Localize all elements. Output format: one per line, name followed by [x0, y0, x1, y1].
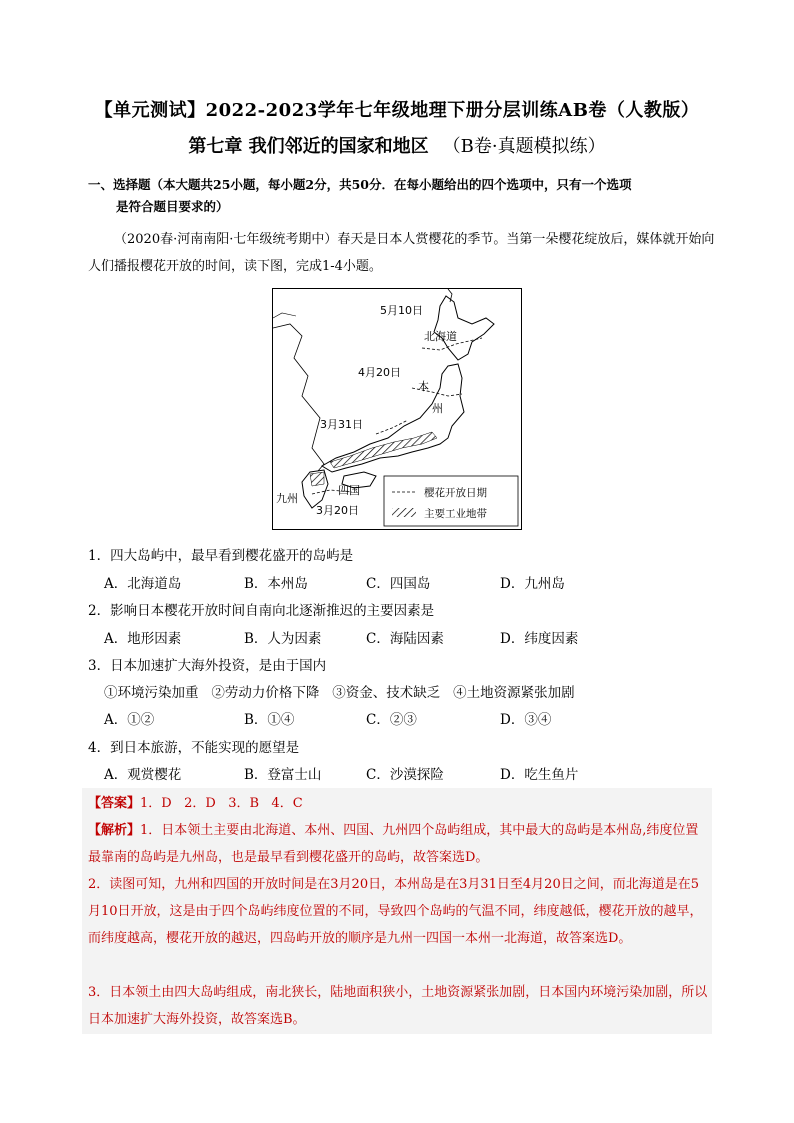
- q3-option-b: B．①④: [244, 712, 295, 728]
- label-hokkaido: 北海道: [424, 330, 457, 343]
- q1-option-c: C．四国岛: [366, 576, 431, 592]
- q4-option-c: C．沙漠探险: [366, 767, 444, 783]
- label-honshu-1: 本: [418, 380, 429, 393]
- answer-line: [88, 790, 303, 817]
- q2-option-d: D．纬度因素: [500, 631, 579, 647]
- answer-text: 1．D 2．D 3．B 4．C: [140, 796, 303, 811]
- analysis-p1-text: 1．日本领土主要由北海道、本州、四国、九州四个岛屿组成，其中最大的岛屿是本州岛,纬度位置最靠南的岛屿是九州岛，也是最早看到樱花盛开的岛屿，故答案选D。: [88, 823, 699, 865]
- q4-option-b: B．登富士山: [244, 767, 322, 783]
- q1-option-d: D．九州岛: [500, 576, 565, 592]
- document-title: 【单元测试】2022-2023学年七年级地理下册分层训练AB卷（人教版）: [94, 100, 700, 121]
- label-mar20: 3月20日: [316, 504, 359, 517]
- chapter-title: [0, 132, 794, 158]
- q3-option-c: C．②③: [366, 712, 417, 728]
- q2-option-b: B．人为因素: [244, 631, 322, 647]
- q3-choices: ①环境污染加重 ②劳动力价格下降 ③资金、技术缺乏 ④土地资源紧张加剧: [104, 685, 575, 701]
- q4-option-d: D．吃生鱼片: [500, 767, 579, 783]
- section-heading-line2: 是符合题目要求的）: [116, 199, 229, 214]
- japan-cherry-blossom-map: [272, 288, 522, 530]
- question-4-stem: 4．到日本旅游，不能实现的愿望是: [88, 740, 300, 756]
- analysis-p2: 2．读图可知，九州和四国的开放时间是在3月20日，本州岛是在3月31日至4月20日之间，而北海道是在5月10日开放，这是由于四个岛屿纬度位置的不同，导致四个岛屿的气温不同，纬度越低，樱花开放的越早，而纬度越高，樱花开放的越迟，四岛屿开放的顺序是九州一四国一本州一北海道，故答案选D。: [88, 877, 703, 946]
- question-intro: （2020春·河南南阳·七年级统考期中）春天是日本人赏樱花的季节。当第一朵樱花绽放后，媒体就开始向人们播报樱花开放的时间，读下图，完成1-4小题。: [88, 232, 715, 274]
- label-shikoku: 四国: [338, 484, 360, 497]
- question-1-stem: 1．四大岛屿中，最早看到樱花盛开的岛屿是: [88, 548, 354, 564]
- label-kyushu: 九州: [276, 492, 298, 505]
- label-apr20: 4月20日: [358, 366, 401, 379]
- chapter-title-main: 第七章 我们邻近的国家和地区: [188, 136, 429, 157]
- q3-option-a: A．①②: [104, 712, 155, 728]
- analysis-label: 【解析】: [88, 823, 141, 838]
- section-heading: [88, 174, 728, 218]
- question-3-stem: 3．日本加速扩大海外投资，是由于国内: [88, 658, 327, 674]
- q1-option-a: A．北海道岛: [104, 576, 182, 592]
- q2-option-a: A．地形因素: [104, 631, 182, 647]
- legend-bloom-date: 樱花开放日期: [424, 487, 487, 499]
- legend-industrial: 主要工业地带: [424, 508, 487, 520]
- q1-option-b: B．本州岛: [244, 576, 308, 592]
- section-heading-line1: 一、选择题（本大题共25小题，每小题2分，共50分．在每小题给出的四个选项中，只有一个选项: [88, 177, 632, 192]
- q3-option-d: D．③④: [500, 712, 552, 728]
- answer-label: 【答案】: [88, 796, 141, 811]
- chapter-title-sub: （B卷·真题模拟练）: [442, 136, 606, 157]
- analysis-p1: [88, 817, 710, 871]
- question-2-stem: 2．影响日本樱花开放时间自南向北逐渐推迟的主要因素是: [88, 603, 435, 619]
- label-may10: 5月10日: [380, 304, 423, 317]
- label-mar31: 3月31日: [320, 418, 363, 431]
- q2-option-c: C．海陆因素: [366, 631, 444, 647]
- q4-option-a: A．观赏樱花: [104, 767, 182, 783]
- analysis-p3: 3．日本领土由四大岛屿组成，南北狭长，陆地面积狭小，土地资源紧张加剧，日本国内环境污染加剧，所以日本加速扩大海外投资，故答案选B。: [88, 985, 708, 1027]
- label-honshu-2: 州: [432, 402, 443, 415]
- legend-hatch-symbol: [392, 508, 416, 517]
